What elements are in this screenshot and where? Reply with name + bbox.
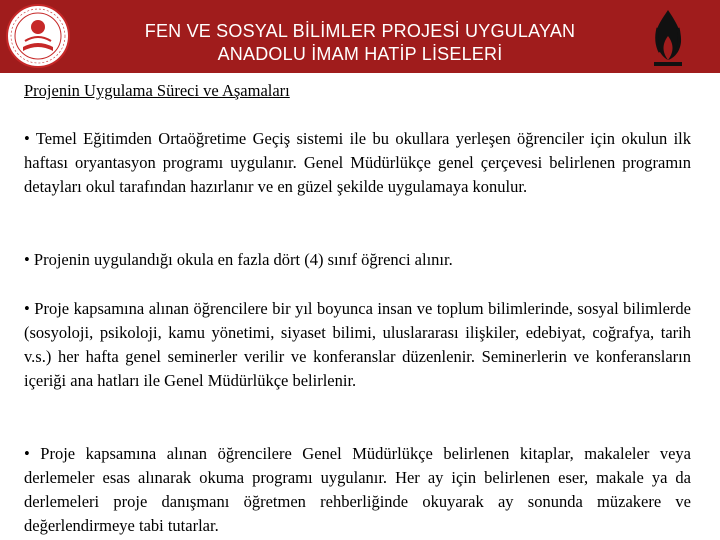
- ministry-of-education-seal-icon: [5, 3, 71, 69]
- flame-emblem-icon: [648, 8, 688, 68]
- header-bar: [0, 0, 720, 73]
- title-line-1: FEN VE SOSYAL BİLİMLER PROJESİ UYGULAYAN: [144, 21, 576, 41]
- paragraph-class-count: • Projenin uygulandığı okula en fazla dört (4) sınıf öğrenci alınır.: [24, 250, 453, 269]
- title-line-2: ANADOLU İMAM HATİP LİSELERİ: [217, 44, 503, 64]
- paragraph-seminars: • Proje kapsamına alınan öğrencilere bir yıl boyunca insan ve toplum bilimlerinde, sosyal bilimlerde (sosyoloji, psikoloji, kamu yönetimi, siyaset bilimi, uluslararası ilişkiler, edebiyat, coğrafya, tarih v.s.) her hafta genel seminerler verilir ve konferanslar düzenlenir. Seminerlerin ve konferansların içeriği ana hatları ile Genel Müdürlükçe belirlenir.: [24, 299, 691, 390]
- section-title: Projenin Uygulama Süreci ve Aşamaları: [24, 81, 290, 100]
- paragraph-orientation: • Temel Eğitimden Ortaöğretime Geçiş sistemi ile bu okullara yerleşen öğrenciler için okulun ilk haftası oryantasyon programı uygulanır. Genel Müdürlükçe genel çerçevesi belirlenen programın detayları okul tarafından hazırlanır ve en güzel şekilde uygulamaya konulur.: [24, 129, 691, 196]
- paragraph-reading-program: • Proje kapsamına alınan öğrencilere Genel Müdürlükçe belirlenen kitaplar, makaleler veya derlemeler esas alınarak okuma programı uygulanır. Her ay için belirlenen eser, makale ya da derlemeleri proje danışmanı öğretmen rehberliğinde okuyarak ay sonunda müzakere ve değerlendirmeye tabi tutarlar.: [24, 444, 691, 535]
- page-title: [96, 20, 624, 66]
